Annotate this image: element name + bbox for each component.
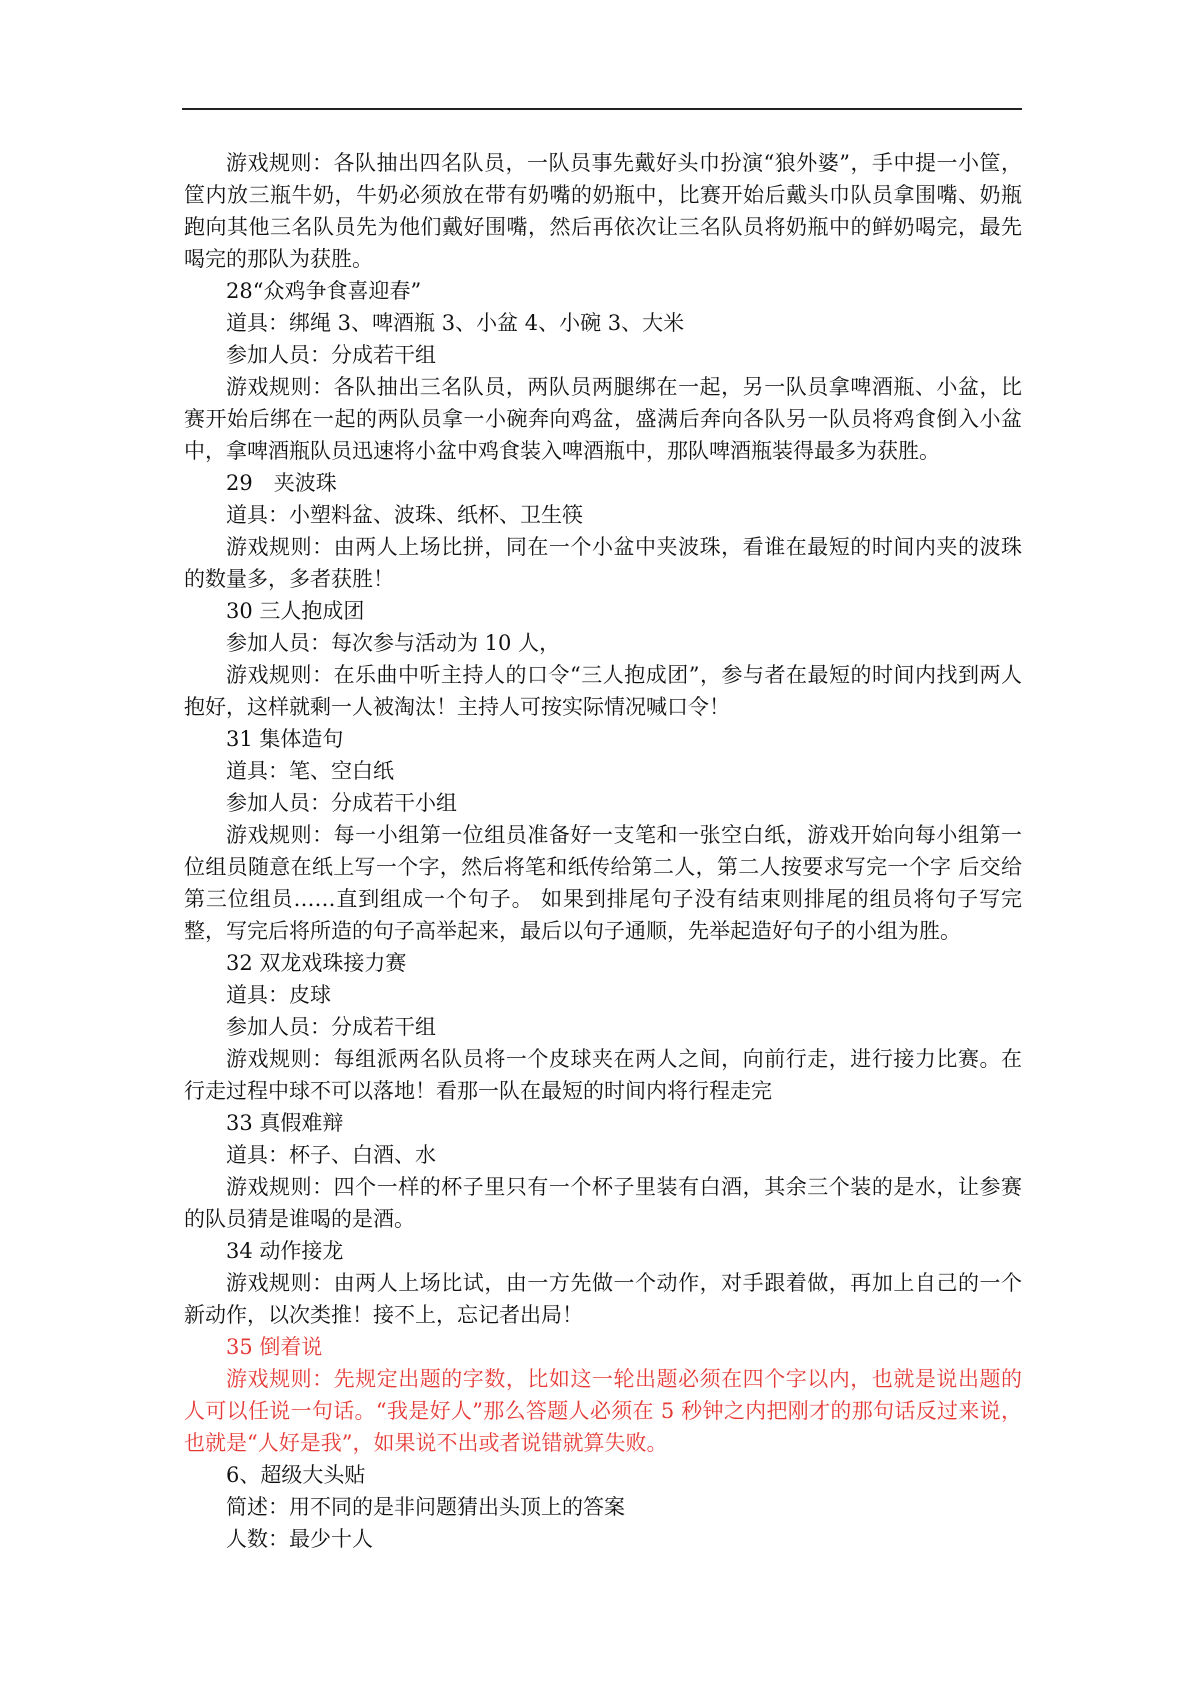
rules-game-29: 游戏规则：由两人上场比拼，同在一个小盆中夹波珠，看谁在最短的时间内夹的波珠的数量多，多者获胜！ [184,535,1022,591]
rules-game-28: 游戏规则：各队抽出三名队员，两队员两腿绑在一起，另一队员拿啤酒瓶、小盆，比赛开始后绑在一起的两队员拿一小碗奔向鸡盆，盛满后奔向各队另一队员将鸡食倒入小盆中，拿啤酒瓶队员迅速将小盆中鸡食装入啤酒瓶中，那队啤酒瓶装得最多为获胜。 [184,375,1022,463]
heading-game-6: 6、超级大头贴 [226,1463,366,1487]
rules-game-33: 游戏规则：四个一样的杯子里只有一个杯子里装有白酒，其余三个装的是水，让参赛的队员猜是谁喝的是酒。 [184,1175,1022,1231]
props-game-31: 道具：笔、空白纸 [226,759,394,783]
heading-game-30: 30 三人抱成团 [226,599,365,623]
props-game-33: 道具：杯子、白酒、水 [226,1143,436,1167]
heading-game-33: 33 真假难辩 [226,1111,344,1135]
summary-game-6: 简述：用不同的是非问题猜出头顶上的答案 [226,1495,625,1519]
rules-game-32: 游戏规则：每组派两名队员将一个皮球夹在两人之间，向前行走，进行接力比赛。在行走过程中球不可以落地！看那一队在最短的时间内将行程走完 [184,1047,1022,1103]
props-game-28: 道具：绑绳 3、啤酒瓶 3、小盆 4、小碗 3、大米 [226,311,685,335]
heading-game-32: 32 双龙戏珠接力赛 [226,951,407,975]
heading-game-31: 31 集体造句 [226,727,344,751]
document-body [184,147,1022,1555]
heading-game-28: 28“众鸡争食喜迎春” [226,279,422,303]
participants-game-31: 参加人员：分成若干小组 [226,791,457,815]
heading-game-35: 35 倒着说 [226,1335,323,1359]
participants-game-30: 参加人员：每次参与活动为 10 人， [226,631,561,655]
rules-game-31: 游戏规则：每一小组第一位组员准备好一支笔和一张空白纸，游戏开始向每小组第一位组员随意在纸上写一个字，然后将笔和纸传给第二人，第二人按要求写完一个字 后交给第三位组员……直到组成一个句子。 如果到排尾句子没有结束则排尾的组员将句子写完整，写完后将所造的句子高举起来，最后以句子通顺，先举起造好句子的小组为胜。 [184,823,1022,943]
props-game-32: 道具：皮球 [226,983,331,1007]
paragraph-rules-wolf-grandma: 游戏规则：各队抽出四名队员，一队员事先戴好头巾扮演“狼外婆”，手中提一小筐，筐内放三瓶牛奶，牛奶必须放在带有奶嘴的奶瓶中，比赛开始后戴头巾队员拿围嘴、奶瓶跑向其他三名队员先为他们戴好围嘴，然后再依次让三名队员将奶瓶中的鲜奶喝完，最先喝完的那队为获胜。 [184,151,1022,271]
header-rule [182,108,1022,110]
props-game-29: 道具：小塑料盆、波珠、纸杯、卫生筷 [226,503,583,527]
rules-game-35: 游戏规则：先规定出题的字数，比如这一轮出题必须在四个字以内，也就是说出题的人可以任说一句话。“我是好人”那么答题人必须在 5 秒钟之内把刚才的那句话反过来说，也就是“人好是我”，如果说不出或者说错就算失败。 [184,1367,1022,1455]
headcount-game-6: 人数：最少十人 [226,1527,373,1551]
heading-game-29: 29 夹波珠 [226,471,337,495]
participants-game-32: 参加人员：分成若干组 [226,1015,436,1039]
participants-game-28: 参加人员：分成若干组 [226,343,436,367]
rules-game-34: 游戏规则：由两人上场比试，由一方先做一个动作，对手跟着做，再加上自己的一个新动作，以次类推！接不上，忘记者出局！ [184,1271,1022,1327]
heading-game-34: 34 动作接龙 [226,1239,344,1263]
rules-game-30: 游戏规则：在乐曲中听主持人的口令“三人抱成团”，参与者在最短的时间内找到两人抱好，这样就剩一人被淘汰！主持人可按实际情况喊口令！ [184,663,1022,719]
